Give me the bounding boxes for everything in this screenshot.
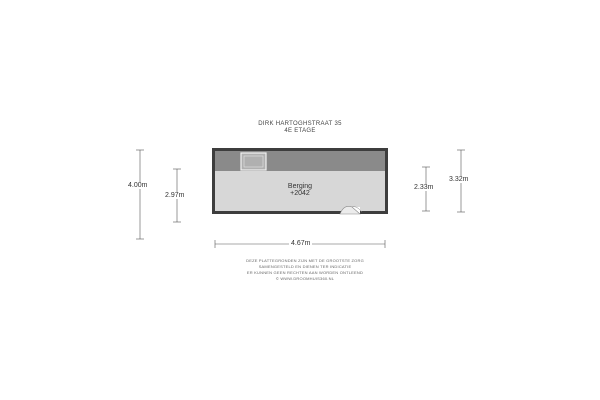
disclaimer-line-3: ER KUNNEN GEEN RECHTEN AAN WORDEN ONTLEEND xyxy=(246,270,364,275)
skylight-window xyxy=(241,153,266,170)
address-title: DIRK HARTOGHSTRAAT 35 xyxy=(258,121,342,127)
dimension-width-label: 4.67m xyxy=(291,240,311,247)
dimension-left-inner-label: 2.97m xyxy=(165,192,185,199)
dimension-right-inner-label: 2.33m xyxy=(414,184,434,191)
dimension-left-outer-label: 4.00m xyxy=(128,182,148,189)
disclaimer-line-2: SAMENGESTELD EN DIENEN TER INDICATIE xyxy=(258,264,352,269)
dimension-left-outer xyxy=(136,150,144,239)
disclaimer-line-4: © WWW.DROOMHUIS360.NL xyxy=(275,276,335,281)
room-code: +2042 xyxy=(290,190,310,197)
room-name: Berging xyxy=(287,183,313,190)
floor-title: 4E ETAGE xyxy=(284,128,316,134)
dimension-right-outer-label: 3.32m xyxy=(449,176,469,183)
disclaimer-line-1: DEZE PLATTEGRONDEN ZIJN MET DE GROOTSTE ZORG xyxy=(246,258,364,263)
